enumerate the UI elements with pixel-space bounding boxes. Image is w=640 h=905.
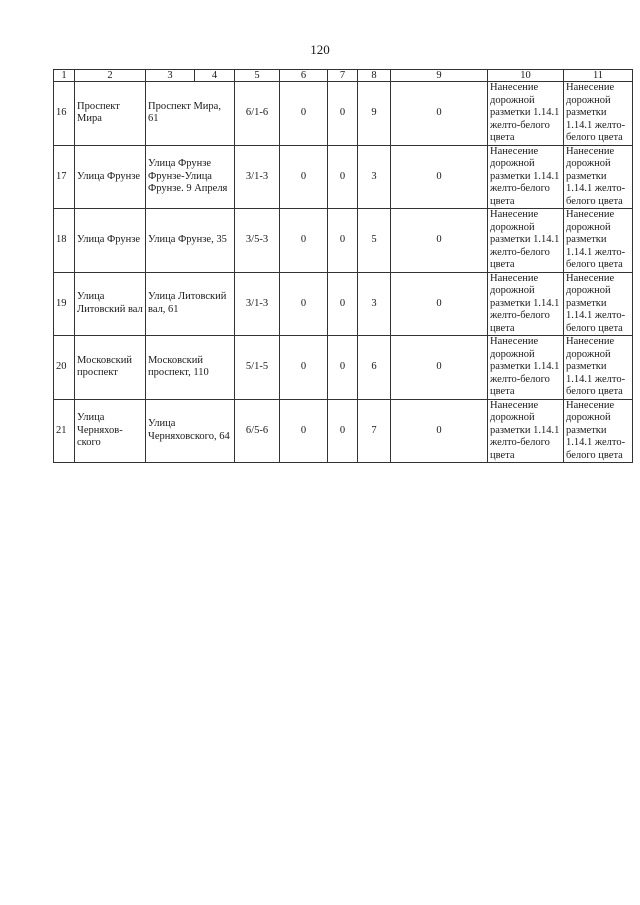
address-cell: Улица Фрунзе, 35 <box>146 209 235 273</box>
marking-description-cell: Нанесение дорожной разметки 1.14.1 желто-белого цвета <box>488 145 564 209</box>
table-row <box>54 336 633 400</box>
header-cell: 3 <box>146 70 195 82</box>
marking-description-cell: Нанесение дорожной разметки 1.14.1 желто-белого цвета <box>564 272 633 336</box>
row-number-cell: 18 <box>54 209 75 273</box>
value-cell-9: 0 <box>391 209 488 273</box>
address-cell: Улица Литовский вал, 61 <box>146 272 235 336</box>
value-cell-6: 0 <box>280 82 328 146</box>
table-row <box>54 272 633 336</box>
header-cell: 7 <box>328 70 358 82</box>
markings-table <box>53 69 633 463</box>
table-row <box>54 209 633 273</box>
address-cell: Проспект Мира, 61 <box>146 82 235 146</box>
value-cell-8: 9 <box>358 82 391 146</box>
marking-description-cell: Нанесение дорожной разметки 1.14.1 желто-белого цвета <box>564 82 633 146</box>
value-cell-8: 6 <box>358 336 391 400</box>
header-cell: 9 <box>391 70 488 82</box>
value-cell-7: 0 <box>328 272 358 336</box>
header-cell: 4 <box>195 70 235 82</box>
marking-description-cell: Нанесение дорожной разметки 1.14.1 желто-белого цвета <box>488 336 564 400</box>
header-cell: 6 <box>280 70 328 82</box>
address-cell: Московский проспект, 110 <box>146 336 235 400</box>
marking-description-cell: Нанесение дорожной разметки 1.14.1 желто-белого цвета <box>488 399 564 463</box>
value-cell-9: 0 <box>391 336 488 400</box>
value-cell-7: 0 <box>328 336 358 400</box>
value-cell-9: 0 <box>391 82 488 146</box>
street-name-cell: Улица Фрунзе <box>75 209 146 273</box>
marking-description-cell: Нанесение дорожной разметки 1.14.1 желто-белого цвета <box>488 82 564 146</box>
row-number-cell: 17 <box>54 145 75 209</box>
header-cell: 11 <box>564 70 633 82</box>
header-cell: 10 <box>488 70 564 82</box>
code-cell: 3/1-3 <box>235 272 280 336</box>
row-number-cell: 20 <box>54 336 75 400</box>
code-cell: 3/5-3 <box>235 209 280 273</box>
table-row <box>54 399 633 463</box>
street-name-cell: Улица Литовский вал <box>75 272 146 336</box>
marking-description-cell: Нанесение дорожной разметки 1.14.1 желто-белого цвета <box>488 209 564 273</box>
street-name-cell: Московский проспект <box>75 336 146 400</box>
page-number: 120 <box>310 42 330 57</box>
table-row <box>54 82 633 146</box>
header-cell: 8 <box>358 70 391 82</box>
address-cell: Улица Фрунзе Фрунзе-Улица Фрунзе. 9 Апреля <box>146 145 235 209</box>
street-name-cell: Улица Черняхов-ского <box>75 399 146 463</box>
value-cell-7: 0 <box>328 82 358 146</box>
value-cell-6: 0 <box>280 399 328 463</box>
value-cell-6: 0 <box>280 272 328 336</box>
column-number-row <box>54 70 633 82</box>
code-cell: 6/5-6 <box>235 399 280 463</box>
row-number-cell: 19 <box>54 272 75 336</box>
value-cell-7: 0 <box>328 209 358 273</box>
marking-description-cell: Нанесение дорожной разметки 1.14.1 желто-белого цвета <box>564 336 633 400</box>
value-cell-8: 5 <box>358 209 391 273</box>
value-cell-9: 0 <box>391 272 488 336</box>
value-cell-9: 0 <box>391 399 488 463</box>
value-cell-8: 3 <box>358 145 391 209</box>
code-cell: 5/1-5 <box>235 336 280 400</box>
code-cell: 6/1-6 <box>235 82 280 146</box>
value-cell-8: 3 <box>358 272 391 336</box>
code-cell: 3/1-3 <box>235 145 280 209</box>
value-cell-9: 0 <box>391 145 488 209</box>
street-name-cell: Улица Фрунзе <box>75 145 146 209</box>
header-cell: 2 <box>75 70 146 82</box>
row-number-cell: 21 <box>54 399 75 463</box>
value-cell-6: 0 <box>280 145 328 209</box>
value-cell-6: 0 <box>280 209 328 273</box>
value-cell-7: 0 <box>328 399 358 463</box>
marking-description-cell: Нанесение дорожной разметки 1.14.1 желто-белого цвета <box>488 272 564 336</box>
marking-description-cell: Нанесение дорожной разметки 1.14.1 желто-белого цвета <box>564 145 633 209</box>
value-cell-6: 0 <box>280 336 328 400</box>
marking-description-cell: Нанесение дорожной разметки 1.14.1 желто-белого цвета <box>564 399 633 463</box>
header-cell: 5 <box>235 70 280 82</box>
row-number-cell: 16 <box>54 82 75 146</box>
address-cell: Улица Черняховского, 64 <box>146 399 235 463</box>
header-cell: 1 <box>54 70 75 82</box>
value-cell-8: 7 <box>358 399 391 463</box>
street-name-cell: Проспект Мира <box>75 82 146 146</box>
marking-description-cell: Нанесение дорожной разметки 1.14.1 желто-белого цвета <box>564 209 633 273</box>
value-cell-7: 0 <box>328 145 358 209</box>
table-row <box>54 145 633 209</box>
